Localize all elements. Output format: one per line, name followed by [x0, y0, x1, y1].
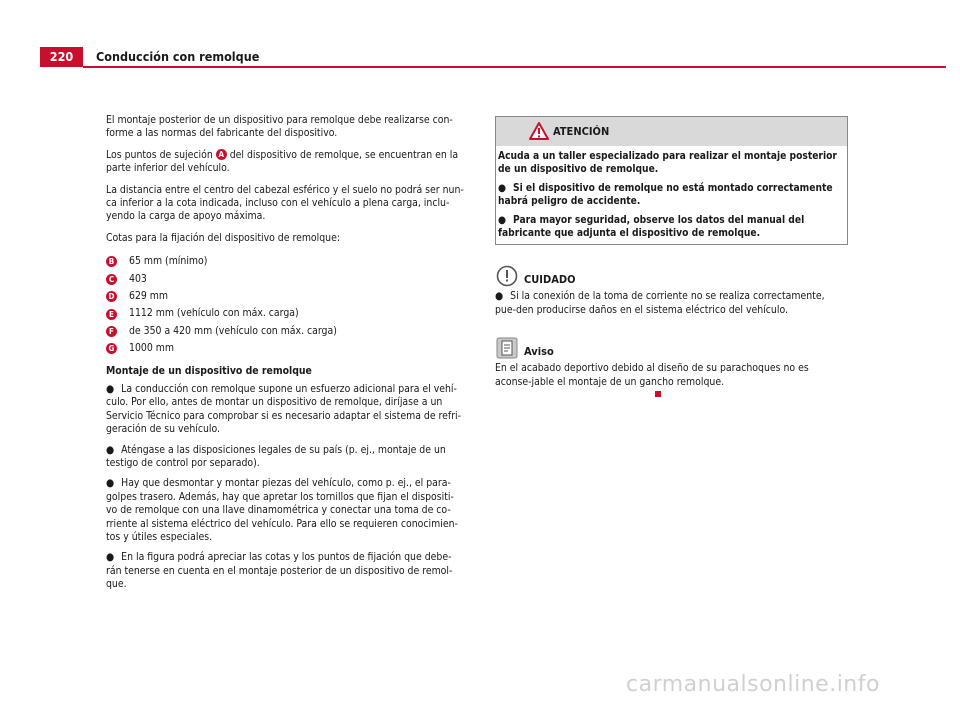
- dimension-value: 403: [129, 272, 147, 285]
- chapter-title: Conducción con remolque: [96, 49, 260, 64]
- bullet-icon: ●: [106, 383, 115, 395]
- warning-header: [496, 117, 847, 146]
- caution-text: [495, 290, 848, 317]
- warning-bullet: [498, 182, 844, 209]
- marker-d: D: [106, 291, 117, 302]
- left-column: [106, 114, 464, 599]
- dimension-item: [106, 305, 464, 322]
- bullet-item: [106, 383, 464, 437]
- caution-header: [495, 265, 848, 287]
- bullet-text: En la figura podrá apreciar las cotas y los puntos de fijación que debe-rán tenerse en cuenta en el montaje posterior de un dispositivo de remol-que.: [106, 551, 453, 591]
- marker-c: C: [106, 274, 117, 285]
- caution-icon: [496, 265, 518, 287]
- bullet-item: [106, 551, 464, 591]
- bullet-icon: ●: [106, 551, 115, 564]
- sujecion-text-end: del dispositivo de remolque, se encuentran en la parte inferior del vehículo.: [106, 148, 459, 175]
- dimension-item: [106, 323, 464, 340]
- dimension-value: de 350 a 420 mm (vehículo con máx. carga): [129, 324, 337, 337]
- aviso-header: [495, 337, 848, 359]
- dimension-item: [106, 288, 464, 305]
- warning-body: [496, 146, 847, 244]
- dimension-value: 629 mm: [129, 290, 169, 303]
- dimension-list: [106, 253, 464, 357]
- dimension-item: [106, 253, 464, 270]
- marker-f: F: [106, 326, 117, 337]
- marker-b: B: [106, 256, 117, 267]
- warning-bullet: [498, 214, 844, 241]
- cotas-intro: Cotas para la fijación del dispositivo de remolque:: [106, 231, 341, 244]
- header-rule: [83, 66, 946, 68]
- page-number: 220: [40, 47, 83, 67]
- watermark: carmanualsonline.info: [626, 672, 880, 697]
- warning-intro: Acuda a un taller especializado para realizar el montaje posterior de un dispositivo de remolque.: [498, 151, 837, 176]
- bullet-icon: ●: [498, 182, 506, 194]
- bullet-icon: ●: [106, 443, 115, 456]
- dimension-item: [106, 340, 464, 357]
- warning-triangle-icon: [529, 122, 549, 140]
- sujecion-paragraph: [106, 149, 464, 176]
- warning-bullet-text: Para mayor seguridad, observe los datos del manual del fabricante que adjunta el dispositivo de remolque.: [498, 214, 805, 240]
- caution-text-body: Si la conexión de la toma de corriente no se realiza correctamente, pue-den producirse daños en el sistema eléctrico del vehículo.: [495, 290, 825, 316]
- sujecion-text-start: Los puntos de sujeción: [106, 148, 213, 161]
- note-icon: [496, 337, 518, 359]
- montaje-heading: Montaje de un dispositivo de remolque: [106, 364, 312, 377]
- distancia-paragraph: La distancia entre el centro del cabezal esférico y el suelo no podrá ser nun-ca inferior a la cota indicada, incluso con el vehículo a plena carga, inclu-yendo la carga de apoyo máxima.: [106, 183, 464, 223]
- bullet-icon: ●: [495, 290, 504, 303]
- warning-box: [495, 116, 848, 245]
- marker-a: A: [216, 149, 227, 160]
- marker-g: G: [106, 343, 117, 354]
- dimension-value: 65 mm (mínimo): [129, 255, 208, 268]
- warning-bullet-text: Si el dispositivo de remolque no está montado correctamente habrá peligro de accidente.: [498, 182, 833, 208]
- section-end-mark: [655, 391, 661, 397]
- dimension-item: [106, 271, 464, 288]
- bullet-icon: ●: [498, 214, 506, 226]
- bullet-item: [106, 444, 464, 471]
- marker-e: E: [106, 309, 117, 320]
- warning-title: ATENCIÓN: [553, 125, 610, 138]
- bullet-icon: ●: [106, 477, 115, 490]
- dimension-value: 1000 mm: [129, 342, 174, 355]
- bullet-text: Aténgase a las disposiciones legales de su país (p. ej., montaje de un testigo de control por separado).: [106, 443, 446, 470]
- caution-title: CUIDADO: [524, 273, 576, 287]
- right-column: [495, 116, 848, 402]
- bullet-item: [106, 477, 464, 544]
- aviso-text: [495, 362, 848, 402]
- bullet-text: Hay que desmontar y montar piezas del vehículo, como p. ej., el para-golpes trasero. Además, hay que apretar los tornillos que fijan el dispositi-vo de remolque con una llave dinamométrica y conectar una toma de co-rriente al sistema eléctrico del vehículo. Para ello se requieren conocimien-tos y útiles especiales.: [106, 477, 458, 544]
- intro-paragraph: El montaje posterior de un dispositivo para remolque debe realizarse con-forme a las normas del fabricante del dispositivo.: [106, 114, 453, 140]
- bullet-text: La conducción con remolque supone un esfuerzo adicional para el vehí-culo. Por ello, antes de montar un dispositivo de remolque, diríjase a un Servicio Técnico para comprobar si es necesario adaptar el sistema de refri-geración de su vehículo.: [106, 383, 462, 436]
- aviso-title: Aviso: [524, 345, 554, 359]
- dimension-value: 1112 mm (vehículo con máx. carga): [129, 307, 299, 320]
- aviso-text-body: En el acabado deportivo debido al diseño de su parachoques no es aconse-jable el montaje de un gancho remolque.: [495, 362, 809, 388]
